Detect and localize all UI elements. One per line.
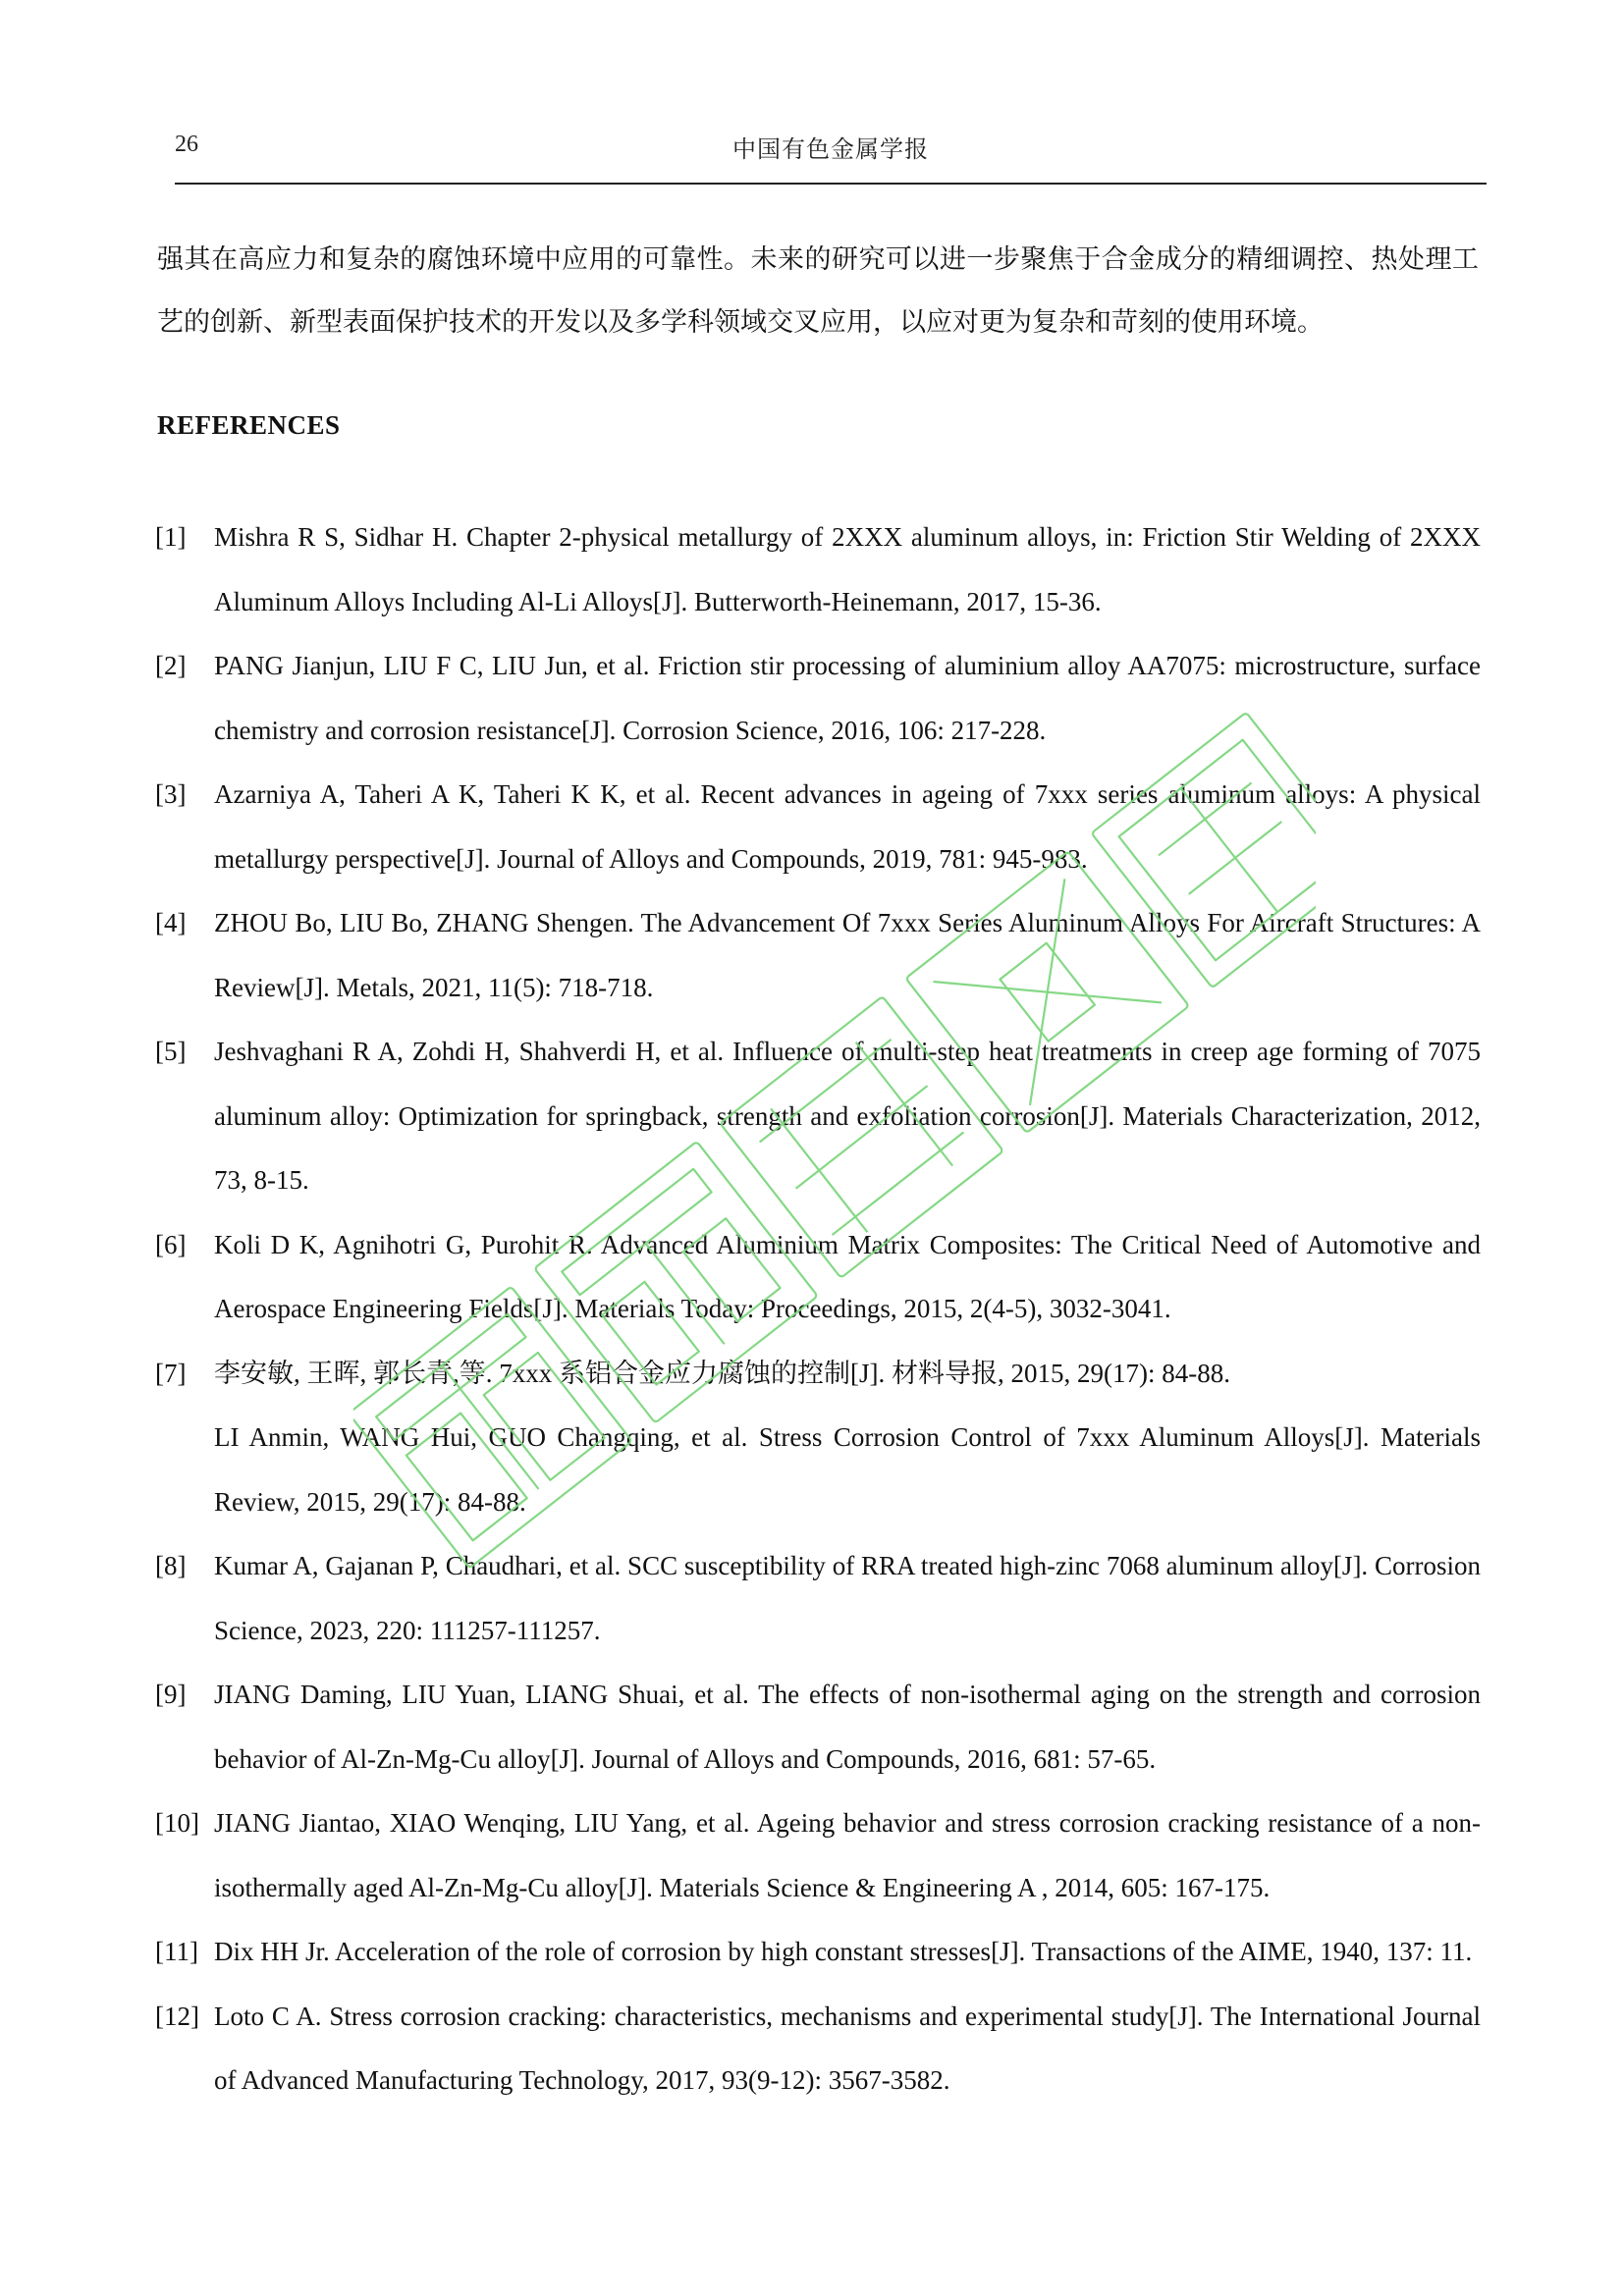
reference-number: [4] (155, 908, 187, 937)
page-number: 26 (175, 132, 198, 157)
reference-item-3 (155, 763, 1481, 891)
reference-item-4 (155, 891, 1481, 1020)
reference-text: Jeshvaghani R A, Zohdi H, Shahverdi H, et al. Influence of multi-step heat treatments in creep age forming of 7075 aluminum alloy: Optimization for springback, strength and exfoliation corrosion[J]. Materials Characterization, 2012, 73, 8-15. (214, 1037, 1481, 1195)
reference-text: JIANG Daming, LIU Yuan, LIANG Shuai, et al. The effects of non-isothermal aging on the strength and corrosion behavior of Al-Zn-Mg-Cu alloy[J]. Journal of Alloys and Compounds, 2016, 681: 57-65. (214, 1680, 1481, 1774)
reference-item-6 (155, 1213, 1481, 1342)
reference-number: [11] (155, 1937, 198, 1966)
reference-text: PANG Jianjun, LIU F C, LIU Jun, et al. Friction stir processing of aluminium alloy AA7075: microstructure, surface chemistry and corrosion resistance[J]. Corrosion Science, 2016, 106: 217-228. (214, 651, 1481, 745)
reference-text: Dix HH Jr. Acceleration of the role of corrosion by high constant stresses[J]. Transactions of the AIME, 1940, 137: 11. (214, 1937, 1473, 1966)
running-header (175, 128, 1487, 185)
reference-number: [6] (155, 1229, 187, 1259)
reference-number: [12] (155, 2001, 199, 2031)
reference-text-english: LI Anmin, WANG Hui, GUO Changqing, et al. Stress Corrosion Control of 7xxx Aluminum Alloys[J]. Materials Review, 2015, 29(17): 84-88. (214, 1422, 1481, 1517)
reference-number: [9] (155, 1680, 187, 1709)
reference-number: [10] (155, 1808, 199, 1838)
reference-text: JIANG Jiantao, XIAO Wenqing, LIU Yang, et al. Ageing behavior and stress corrosion cracking resistance of a non-isothermally aged Al-Zn-Mg-Cu alloy[J]. Materials Science & Engineering A , 2014, 605: 167-175. (214, 1808, 1481, 1902)
reference-item-9 (155, 1663, 1481, 1791)
reference-list (155, 506, 1481, 2113)
reference-number: [1] (155, 522, 187, 552)
reference-number: [5] (155, 1037, 187, 1066)
reference-item-10 (155, 1791, 1481, 1920)
intro-paragraph: 强其在高应力和复杂的腐蚀环境中应用的可靠性。未来的研究可以进一步聚焦于合金成分的精细调控、热处理工艺的创新、新型表面保护技术的开发以及多学科领域交叉应用，以应对更为复杂和苛刻的使用环境。 (157, 244, 1479, 337)
reference-number: [3] (155, 779, 187, 809)
reference-item-7 (155, 1342, 1481, 1535)
reference-item-8 (155, 1534, 1481, 1663)
reference-number: [8] (155, 1551, 187, 1580)
reference-item-2 (155, 634, 1481, 763)
reference-text: Kumar A, Gajanan P, Chaudhari, et al. SCC susceptibility of RRA treated high-zinc 7068 aluminum alloy[J]. Corrosion Science, 2023, 220: 111257-111257. (214, 1551, 1481, 1645)
reference-text: Mishra R S, Sidhar H. Chapter 2-physical metallurgy of 2XXX aluminum alloys, in: Friction Stir Welding of 2XXX Aluminum Alloys Including Al-Li Alloys[J]. Butterworth-Heinemann, 2017, 15-36. (214, 522, 1481, 616)
reference-item-1 (155, 506, 1481, 634)
reference-text: Azarniya A, Taheri A K, Taheri K K, et al. Recent advances in ageing of 7xxx series aluminum alloys: A physical metallurgy perspective[J]. Journal of Alloys and Compounds, 2019, 781: 945-983. (214, 779, 1481, 874)
reference-text: ZHOU Bo, LIU Bo, ZHANG Shengen. The Advancement Of 7xxx Series Aluminum Alloys For Aircraft Structures: A Review[J]. Metals, 2021, 11(5): 718-718. (214, 908, 1481, 1002)
reference-text: Koli D K, Agnihotri G, Purohit R. Advanced Aluminium Matrix Composites: The Critical Need of Automotive and Aerospace Engineering Fields[J]. Materials Today: Proceedings, 2015, 2(4-5), 3032-3041. (214, 1229, 1481, 1323)
reference-item-12 (155, 1985, 1481, 2113)
journal-name: 中国有色金属学报 (732, 137, 929, 163)
reference-text: 李安敏, 王晖, 郭长青,等. 7xxx 系铝合金应力腐蚀的控制[J]. 材料导报, 2015, 29(17): 84-88. (214, 1358, 1230, 1388)
reference-number: [2] (155, 651, 187, 680)
references-heading: REFERENCES (157, 410, 341, 440)
reference-text: Loto C A. Stress corrosion cracking: characteristics, mechanisms and experimental study[J]. The International Journal of Advanced Manufacturing Technology, 2017, 93(9-12): 3567-3582. (214, 2001, 1481, 2095)
reference-number: [7] (155, 1358, 187, 1388)
reference-item-11 (155, 1920, 1481, 1985)
reference-item-5 (155, 1020, 1481, 1213)
